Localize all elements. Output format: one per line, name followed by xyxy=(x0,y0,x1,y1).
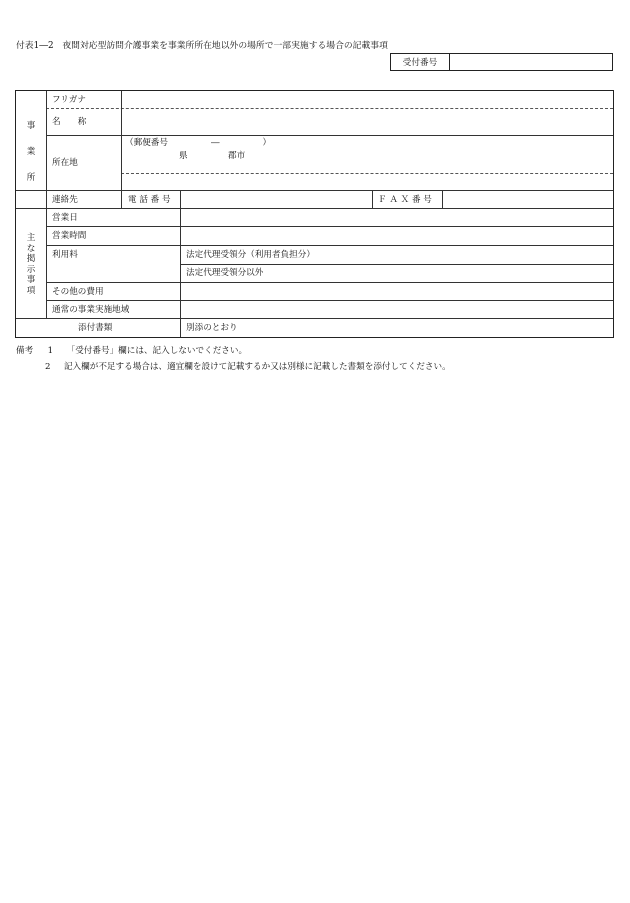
furigana-field[interactable] xyxy=(122,91,612,108)
fee-statutory-label: 法定代理受領分（利用者負担分） xyxy=(186,250,315,260)
fee-label: 利用料 xyxy=(52,250,78,260)
note-item xyxy=(16,359,451,375)
business-hours-label: 営業時間 xyxy=(52,231,87,241)
receipt-number-label: 受付番号 xyxy=(391,54,450,70)
business-days-field[interactable] xyxy=(181,209,612,226)
attachments-value: 別添のとおり xyxy=(186,323,238,333)
service-area-field[interactable] xyxy=(181,301,612,318)
business-hours-field[interactable] xyxy=(181,227,612,245)
address-detail-field[interactable] xyxy=(122,174,612,190)
city-label: 郡市 xyxy=(228,151,246,161)
prefecture-label: 県 xyxy=(179,151,188,161)
notes-heading: 備考 xyxy=(16,346,34,356)
other-costs-label: その他の費用 xyxy=(52,287,104,297)
receipt-number-box xyxy=(390,53,613,71)
details-form-table xyxy=(15,90,614,338)
contact-label: 連絡先 xyxy=(52,195,78,205)
receipt-number-field[interactable] xyxy=(449,54,612,70)
fee-non-statutory-label: 法定代理受領分以外 xyxy=(186,268,264,278)
office-name-label: 名 称 xyxy=(52,117,87,127)
note-number: 2 xyxy=(45,362,51,372)
phone-number-label: 電 話 番 号 xyxy=(128,195,171,205)
fax-number-field[interactable] xyxy=(443,191,612,208)
attachments-label: 添付書類 xyxy=(78,323,113,333)
note-text: 「受付番号」欄には、記入しないでください。 xyxy=(66,346,248,356)
address-label: 所在地 xyxy=(52,158,78,168)
note-text: 記入欄が不足する場合は、適宜欄を設けて記載するか又は別様に記載した書類を添付してください。 xyxy=(63,362,451,372)
postal-code-line: （郵便番号 ― ） xyxy=(125,138,272,148)
office-name-field[interactable] xyxy=(122,109,612,135)
note-number: 1 xyxy=(47,346,54,356)
posting-section-label: 主 な 掲 示 事 項 xyxy=(26,233,36,296)
service-area-label: 通常の事業実施地域 xyxy=(52,305,130,315)
business-days-label: 営業日 xyxy=(52,213,78,223)
office-section-label: 事 業 所 xyxy=(26,121,36,183)
furigana-label: フリガナ xyxy=(52,95,86,105)
phone-number-field[interactable] xyxy=(181,191,371,208)
notes xyxy=(16,343,451,375)
form-title: 付表1―2 夜間対応型訪問介護事業を事業所所在地以外の場所で一部実施する場合の記載事項 xyxy=(16,41,388,51)
note-item xyxy=(16,343,451,359)
fax-number-label: Ｆ Ａ Ｘ 番 号 xyxy=(378,195,432,205)
other-costs-field[interactable] xyxy=(181,283,612,300)
